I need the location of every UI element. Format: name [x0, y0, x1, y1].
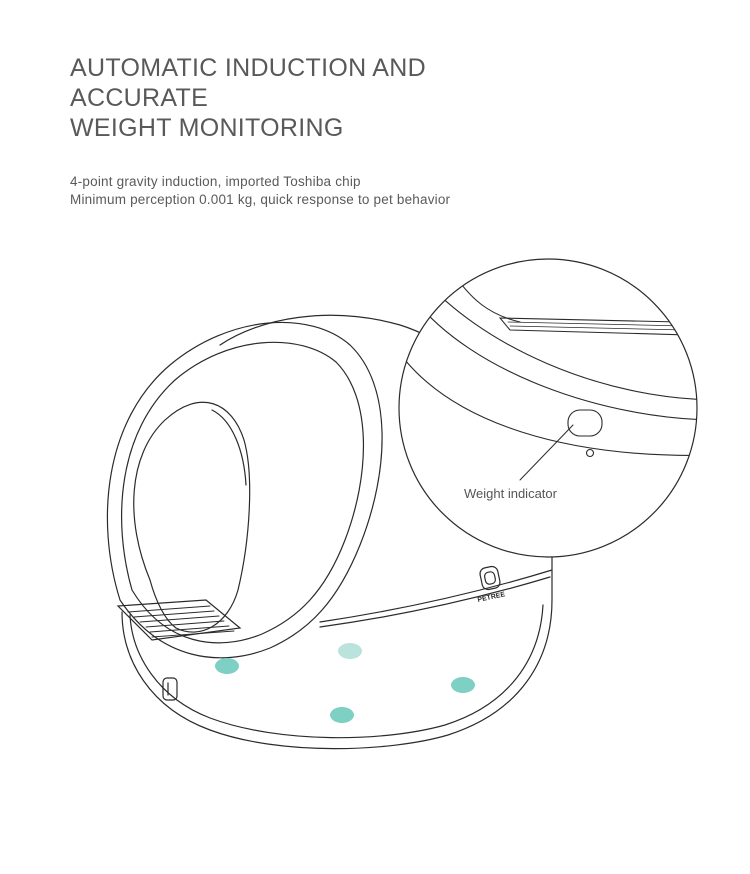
sensor-dot-right [451, 677, 475, 693]
subtitle-line-2: Minimum perception 0.001 kg, quick response to pet behavior [70, 192, 451, 207]
zoom-callout [399, 259, 720, 557]
subtitle-line-1: 4-point gravity induction, imported Toshiba chip [70, 174, 361, 189]
weight-sensors [215, 643, 475, 723]
sensor-dot-left [215, 658, 239, 674]
sensor-dot-front [330, 707, 354, 723]
headline-line-1: AUTOMATIC INDUCTION AND [70, 54, 426, 82]
headline-line-2: ACCURATE [70, 84, 209, 112]
sensor-dot-back [338, 643, 362, 659]
weight-indicator-label: Weight indicator [464, 486, 557, 501]
headline-line-3: WEIGHT MONITORING [70, 114, 344, 142]
brand-mark: PETREE [476, 591, 506, 604]
